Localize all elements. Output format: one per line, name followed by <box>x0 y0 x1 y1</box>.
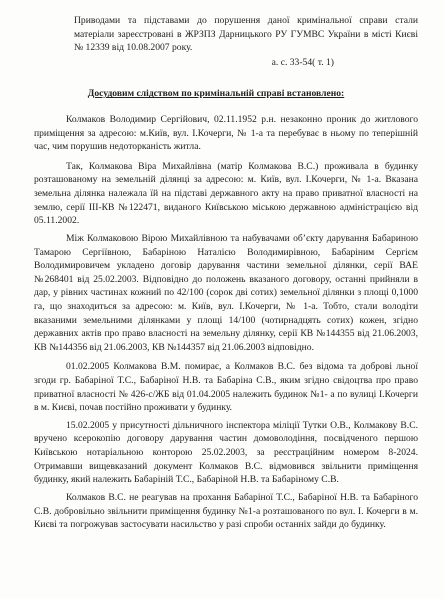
case-reference: а. с. 33-54( т. 1) <box>271 56 334 68</box>
paragraph-5: 15.02.2005 у присутності дільничного інспектора міліції Тутки О.В., Колмакову В.С. вручено ксерокопію договору дарування частин домоволодіння, посвідченого першою Київською нотаріальною конторою 25.02.2003, за реєстраційним номером 8-2024. Отримавши вищевказаний документ Колмаков В.С. відмовився звільнити приміщення будинку, який належить Бабаріній Т.С., Бабаріной Н.В. та Бабаріному С.В. <box>34 419 418 486</box>
section-heading: Досудовим слідством по кримінальній справі встановлено: <box>87 88 345 100</box>
paragraph-4: 01.02.2005 Колмакова В.М. помирає, а Колмаков В.С. без відома та доброві льної згоди гр. Бабаріної Т.С., Бабаріної Н.В. та Бабаріна С.В., яким згідно свідоцтва про право приватної власності № 426-с/ЖБ від 01.04.2005 належить будинок №1- а по вулиці І.Кочерги в м. Києві, почав постійно проживати у будинку. <box>34 361 418 414</box>
paragraph-6: Колмаков В.С. не реагував на прохання Бабаріної Т.С., Бабаріної Н.В. та Бабаріного С.В. добровільно звільнити приміщення будинку №1-а розташованого по вул. І. Кочерги в м. Києві та погрожував застосувати насильство у разі спроби останніх зайди до будинку. <box>34 491 418 531</box>
intro-paragraph: Приводами та підставами до порушення даної кримінальної справи стали матеріали зареєстровані в ЖРЗПЗ Дарницького РУ ГУМВС України в місті Києві № 12339 від 10.08.2007 року. <box>74 15 418 54</box>
paragraph-2: Так, Колмакова Віра Михайлівна (матір Колмакова В.С.) проживала в будинку розташованому на земельній ділянці за адресою: м. Київ, вул. І.Кочерги, № 1-а. Вказана земельна ділянка належала їй на підставі державного акту на право приватної власності на землю, серії ІІІ-КВ №122471, виданого Київською міською державною адміністрацією від 05.11.2002. <box>34 160 418 227</box>
paragraph-1: Колмаков Володимир Сергійович, 02.11.1952 р.н. незаконно проник до житлового приміщення за адресою: м.Київ, вул. І.Кочерги, № 1-а та перебуває в ньому по теперішній час, чим порушив недоторканість житла. <box>34 114 418 153</box>
paragraph-3: Між Колмаковою Вірою Михайлівною та набувачами об’єкту дарування Бабариною Тамарою Сергіївною, Бабаріною Наталією Володимирівною, Бабаріним Сергієм Володимировичем укладено договір дарування частини земельної ділянки, серії ВАЕ №268401 від 25.02.2003. Відповідно до положень вказаного договору, останні прийняли в дар, у рівних частинах кожний по 42/100 (сорок дві сотих) земельної ділянки з площі 0,1000 га, що знаходиться за адресою: м. Київ, вул. І.Кочерги, № 1-а. Тобто, стали володіти вказаними земельними ділянками у площі 14/100 (чотирнадцять сотих) кожен, згідно державних актів про право власності на земельну ділянку, серії КВ №144355 від 21.06.2003, КВ №144356 від 21.06.2003, КВ №144357 від 21.06.2003 відповідно. <box>34 232 418 353</box>
